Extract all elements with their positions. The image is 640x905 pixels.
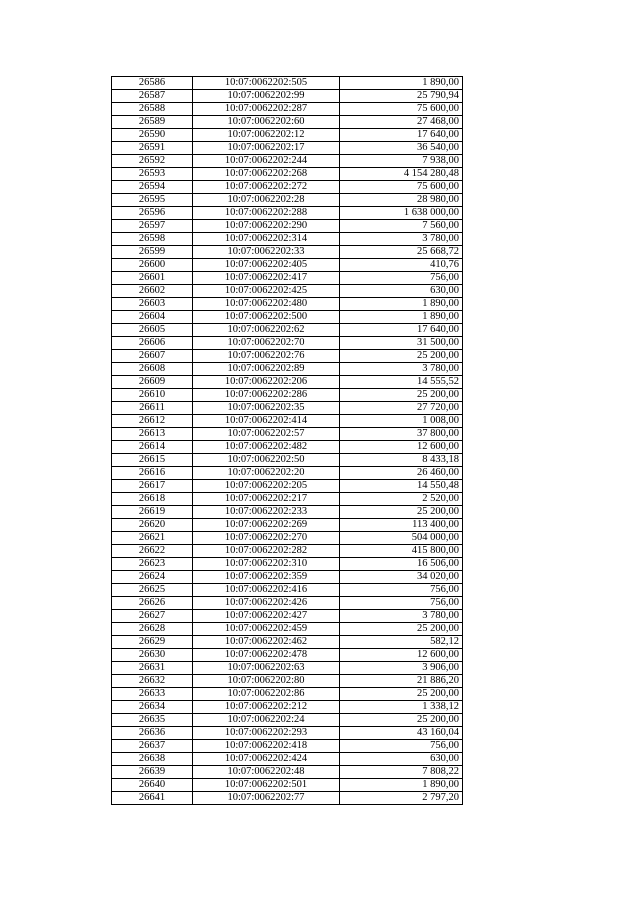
cadastral-code-cell: 10:07:0062202:418 xyxy=(193,740,340,753)
row-number-cell: 26623 xyxy=(112,558,193,571)
amount-cell: 1 890,00 xyxy=(340,779,463,792)
amount-cell: 25 668,72 xyxy=(340,246,463,259)
cadastral-code-cell: 10:07:0062202:478 xyxy=(193,649,340,662)
row-number-cell: 26586 xyxy=(112,77,193,90)
table-row xyxy=(112,311,463,324)
amount-cell: 14 550,48 xyxy=(340,480,463,493)
amount-cell: 2 797,20 xyxy=(340,792,463,805)
row-number-cell: 26637 xyxy=(112,740,193,753)
table-row xyxy=(112,220,463,233)
cadastral-code-cell: 10:07:0062202:505 xyxy=(193,77,340,90)
row-number-cell: 26614 xyxy=(112,441,193,454)
table-row xyxy=(112,90,463,103)
row-number-cell: 26590 xyxy=(112,129,193,142)
table-row xyxy=(112,168,463,181)
amount-cell: 2 520,00 xyxy=(340,493,463,506)
cadastral-code-cell: 10:07:0062202:89 xyxy=(193,363,340,376)
amount-cell: 1 890,00 xyxy=(340,298,463,311)
row-number-cell: 26627 xyxy=(112,610,193,623)
row-number-cell: 26631 xyxy=(112,662,193,675)
cadastral-code-cell: 10:07:0062202:70 xyxy=(193,337,340,350)
table-row xyxy=(112,363,463,376)
cadastral-code-cell: 10:07:0062202:206 xyxy=(193,376,340,389)
amount-cell: 37 800,00 xyxy=(340,428,463,441)
row-number-cell: 26595 xyxy=(112,194,193,207)
cadastral-code-cell: 10:07:0062202:269 xyxy=(193,519,340,532)
row-number-cell: 26618 xyxy=(112,493,193,506)
table-row xyxy=(112,441,463,454)
cadastral-code-cell: 10:07:0062202:17 xyxy=(193,142,340,155)
cadastral-code-cell: 10:07:0062202:427 xyxy=(193,610,340,623)
table-row xyxy=(112,545,463,558)
amount-cell: 3 780,00 xyxy=(340,233,463,246)
amount-cell: 26 460,00 xyxy=(340,467,463,480)
amount-cell: 756,00 xyxy=(340,584,463,597)
table-row xyxy=(112,467,463,480)
cadastral-code-cell: 10:07:0062202:417 xyxy=(193,272,340,285)
row-number-cell: 26610 xyxy=(112,389,193,402)
cadastral-code-cell: 10:07:0062202:359 xyxy=(193,571,340,584)
table-row xyxy=(112,402,463,415)
cadastral-code-cell: 10:07:0062202:405 xyxy=(193,259,340,272)
cadastral-code-cell: 10:07:0062202:217 xyxy=(193,493,340,506)
row-number-cell: 26632 xyxy=(112,675,193,688)
table-row xyxy=(112,389,463,402)
table-row xyxy=(112,350,463,363)
cadastral-code-cell: 10:07:0062202:288 xyxy=(193,207,340,220)
cadastral-code-cell: 10:07:0062202:62 xyxy=(193,324,340,337)
amount-cell: 1 008,00 xyxy=(340,415,463,428)
cadastral-code-cell: 10:07:0062202:290 xyxy=(193,220,340,233)
row-number-cell: 26615 xyxy=(112,454,193,467)
table-row xyxy=(112,675,463,688)
cadastral-code-cell: 10:07:0062202:99 xyxy=(193,90,340,103)
row-number-cell: 26597 xyxy=(112,220,193,233)
table-row xyxy=(112,207,463,220)
amount-cell: 27 720,00 xyxy=(340,402,463,415)
table-row xyxy=(112,727,463,740)
amount-cell: 1 890,00 xyxy=(340,311,463,324)
amount-cell: 25 200,00 xyxy=(340,350,463,363)
table-row xyxy=(112,194,463,207)
row-number-cell: 26609 xyxy=(112,376,193,389)
row-number-cell: 26587 xyxy=(112,90,193,103)
amount-cell: 1 890,00 xyxy=(340,77,463,90)
cadastral-code-cell: 10:07:0062202:282 xyxy=(193,545,340,558)
row-number-cell: 26606 xyxy=(112,337,193,350)
amount-cell: 36 540,00 xyxy=(340,142,463,155)
table-row xyxy=(112,649,463,662)
row-number-cell: 26602 xyxy=(112,285,193,298)
cadastral-code-cell: 10:07:0062202:80 xyxy=(193,675,340,688)
table-row xyxy=(112,155,463,168)
table-row xyxy=(112,428,463,441)
amount-cell: 27 468,00 xyxy=(340,116,463,129)
table-row xyxy=(112,766,463,779)
row-number-cell: 26608 xyxy=(112,363,193,376)
cadastral-code-cell: 10:07:0062202:20 xyxy=(193,467,340,480)
table-body xyxy=(112,77,463,805)
row-number-cell: 26600 xyxy=(112,259,193,272)
amount-cell: 630,00 xyxy=(340,753,463,766)
cadastral-code-cell: 10:07:0062202:501 xyxy=(193,779,340,792)
amount-cell: 4 154 280,48 xyxy=(340,168,463,181)
table-row xyxy=(112,506,463,519)
table-row xyxy=(112,480,463,493)
row-number-cell: 26621 xyxy=(112,532,193,545)
amount-cell: 12 600,00 xyxy=(340,649,463,662)
amount-cell: 25 200,00 xyxy=(340,623,463,636)
table-row xyxy=(112,415,463,428)
table-row xyxy=(112,571,463,584)
amount-cell: 12 600,00 xyxy=(340,441,463,454)
table-row xyxy=(112,779,463,792)
row-number-cell: 26630 xyxy=(112,649,193,662)
amount-cell: 756,00 xyxy=(340,597,463,610)
row-number-cell: 26613 xyxy=(112,428,193,441)
cadastral-code-cell: 10:07:0062202:482 xyxy=(193,441,340,454)
cadastral-code-cell: 10:07:0062202:60 xyxy=(193,116,340,129)
table-row xyxy=(112,298,463,311)
table-row xyxy=(112,740,463,753)
amount-cell: 410,76 xyxy=(340,259,463,272)
amount-cell: 28 980,00 xyxy=(340,194,463,207)
row-number-cell: 26612 xyxy=(112,415,193,428)
table-row xyxy=(112,129,463,142)
cadastral-code-cell: 10:07:0062202:500 xyxy=(193,311,340,324)
row-number-cell: 26634 xyxy=(112,701,193,714)
row-number-cell: 26593 xyxy=(112,168,193,181)
table-row xyxy=(112,259,463,272)
amount-cell: 14 555,52 xyxy=(340,376,463,389)
amount-cell: 7 938,00 xyxy=(340,155,463,168)
amount-cell: 113 400,00 xyxy=(340,519,463,532)
cadastral-code-cell: 10:07:0062202:425 xyxy=(193,285,340,298)
cadastral-code-cell: 10:07:0062202:48 xyxy=(193,766,340,779)
row-number-cell: 26639 xyxy=(112,766,193,779)
table-row xyxy=(112,246,463,259)
cadastral-code-cell: 10:07:0062202:77 xyxy=(193,792,340,805)
amount-cell: 3 780,00 xyxy=(340,363,463,376)
row-number-cell: 26619 xyxy=(112,506,193,519)
cadastral-code-cell: 10:07:0062202:310 xyxy=(193,558,340,571)
row-number-cell: 26617 xyxy=(112,480,193,493)
table-row xyxy=(112,532,463,545)
row-number-cell: 26622 xyxy=(112,545,193,558)
cadastral-amount-table xyxy=(111,76,463,805)
table-row xyxy=(112,337,463,350)
row-number-cell: 26620 xyxy=(112,519,193,532)
row-number-cell: 26616 xyxy=(112,467,193,480)
amount-cell: 25 200,00 xyxy=(340,688,463,701)
cadastral-code-cell: 10:07:0062202:268 xyxy=(193,168,340,181)
amount-cell: 1 638 000,00 xyxy=(340,207,463,220)
row-number-cell: 26625 xyxy=(112,584,193,597)
row-number-cell: 26635 xyxy=(112,714,193,727)
amount-cell: 43 160,04 xyxy=(340,727,463,740)
row-number-cell: 26626 xyxy=(112,597,193,610)
amount-cell: 8 433,18 xyxy=(340,454,463,467)
table-row xyxy=(112,285,463,298)
cadastral-code-cell: 10:07:0062202:76 xyxy=(193,350,340,363)
cadastral-code-cell: 10:07:0062202:426 xyxy=(193,597,340,610)
amount-cell: 75 600,00 xyxy=(340,103,463,116)
cadastral-code-cell: 10:07:0062202:12 xyxy=(193,129,340,142)
table-row xyxy=(112,636,463,649)
row-number-cell: 26599 xyxy=(112,246,193,259)
cadastral-code-cell: 10:07:0062202:33 xyxy=(193,246,340,259)
cadastral-code-cell: 10:07:0062202:244 xyxy=(193,155,340,168)
table-row xyxy=(112,272,463,285)
amount-cell: 3 780,00 xyxy=(340,610,463,623)
amount-cell: 25 790,94 xyxy=(340,90,463,103)
table-row xyxy=(112,233,463,246)
row-number-cell: 26629 xyxy=(112,636,193,649)
amount-cell: 16 506,00 xyxy=(340,558,463,571)
table-row xyxy=(112,493,463,506)
row-number-cell: 26611 xyxy=(112,402,193,415)
amount-cell: 756,00 xyxy=(340,272,463,285)
cadastral-code-cell: 10:07:0062202:233 xyxy=(193,506,340,519)
cadastral-code-cell: 10:07:0062202:24 xyxy=(193,714,340,727)
table-row xyxy=(112,610,463,623)
row-number-cell: 26640 xyxy=(112,779,193,792)
row-number-cell: 26624 xyxy=(112,571,193,584)
cadastral-code-cell: 10:07:0062202:424 xyxy=(193,753,340,766)
cadastral-code-cell: 10:07:0062202:205 xyxy=(193,480,340,493)
table-row xyxy=(112,688,463,701)
cadastral-code-cell: 10:07:0062202:63 xyxy=(193,662,340,675)
cadastral-code-cell: 10:07:0062202:57 xyxy=(193,428,340,441)
cadastral-code-cell: 10:07:0062202:28 xyxy=(193,194,340,207)
table-row xyxy=(112,454,463,467)
row-number-cell: 26589 xyxy=(112,116,193,129)
table-row xyxy=(112,584,463,597)
amount-cell: 75 600,00 xyxy=(340,181,463,194)
amount-cell: 582,12 xyxy=(340,636,463,649)
row-number-cell: 26594 xyxy=(112,181,193,194)
row-number-cell: 26603 xyxy=(112,298,193,311)
row-number-cell: 26588 xyxy=(112,103,193,116)
cadastral-code-cell: 10:07:0062202:286 xyxy=(193,389,340,402)
amount-cell: 630,00 xyxy=(340,285,463,298)
table-row xyxy=(112,597,463,610)
row-number-cell: 26598 xyxy=(112,233,193,246)
cadastral-code-cell: 10:07:0062202:86 xyxy=(193,688,340,701)
cadastral-code-cell: 10:07:0062202:287 xyxy=(193,103,340,116)
cadastral-code-cell: 10:07:0062202:459 xyxy=(193,623,340,636)
cadastral-code-cell: 10:07:0062202:462 xyxy=(193,636,340,649)
row-number-cell: 26641 xyxy=(112,792,193,805)
amount-cell: 34 020,00 xyxy=(340,571,463,584)
cadastral-code-cell: 10:07:0062202:270 xyxy=(193,532,340,545)
table-row xyxy=(112,116,463,129)
table-row xyxy=(112,558,463,571)
table-row xyxy=(112,792,463,805)
cadastral-code-cell: 10:07:0062202:50 xyxy=(193,454,340,467)
row-number-cell: 26638 xyxy=(112,753,193,766)
cadastral-code-cell: 10:07:0062202:416 xyxy=(193,584,340,597)
table-row xyxy=(112,714,463,727)
cadastral-code-cell: 10:07:0062202:212 xyxy=(193,701,340,714)
table-row xyxy=(112,324,463,337)
table-row xyxy=(112,77,463,90)
row-number-cell: 26607 xyxy=(112,350,193,363)
row-number-cell: 26633 xyxy=(112,688,193,701)
row-number-cell: 26636 xyxy=(112,727,193,740)
amount-cell: 7 808,22 xyxy=(340,766,463,779)
row-number-cell: 26596 xyxy=(112,207,193,220)
row-number-cell: 26604 xyxy=(112,311,193,324)
amount-cell: 25 200,00 xyxy=(340,714,463,727)
row-number-cell: 26591 xyxy=(112,142,193,155)
table-row xyxy=(112,103,463,116)
cadastral-code-cell: 10:07:0062202:35 xyxy=(193,402,340,415)
amount-cell: 25 200,00 xyxy=(340,506,463,519)
amount-cell: 31 500,00 xyxy=(340,337,463,350)
table-row xyxy=(112,376,463,389)
amount-cell: 17 640,00 xyxy=(340,324,463,337)
amount-cell: 7 560,00 xyxy=(340,220,463,233)
amount-cell: 21 886,20 xyxy=(340,675,463,688)
table-row xyxy=(112,753,463,766)
row-number-cell: 26592 xyxy=(112,155,193,168)
table-row xyxy=(112,662,463,675)
amount-cell: 17 640,00 xyxy=(340,129,463,142)
table-row xyxy=(112,142,463,155)
cadastral-code-cell: 10:07:0062202:480 xyxy=(193,298,340,311)
row-number-cell: 26601 xyxy=(112,272,193,285)
amount-cell: 1 338,12 xyxy=(340,701,463,714)
row-number-cell: 26605 xyxy=(112,324,193,337)
cadastral-code-cell: 10:07:0062202:272 xyxy=(193,181,340,194)
amount-cell: 25 200,00 xyxy=(340,389,463,402)
amount-cell: 504 000,00 xyxy=(340,532,463,545)
cadastral-code-cell: 10:07:0062202:314 xyxy=(193,233,340,246)
table-row xyxy=(112,701,463,714)
table-row xyxy=(112,623,463,636)
table-row xyxy=(112,181,463,194)
cadastral-code-cell: 10:07:0062202:414 xyxy=(193,415,340,428)
amount-cell: 3 906,00 xyxy=(340,662,463,675)
amount-cell: 415 800,00 xyxy=(340,545,463,558)
row-number-cell: 26628 xyxy=(112,623,193,636)
amount-cell: 756,00 xyxy=(340,740,463,753)
cadastral-code-cell: 10:07:0062202:293 xyxy=(193,727,340,740)
table-row xyxy=(112,519,463,532)
